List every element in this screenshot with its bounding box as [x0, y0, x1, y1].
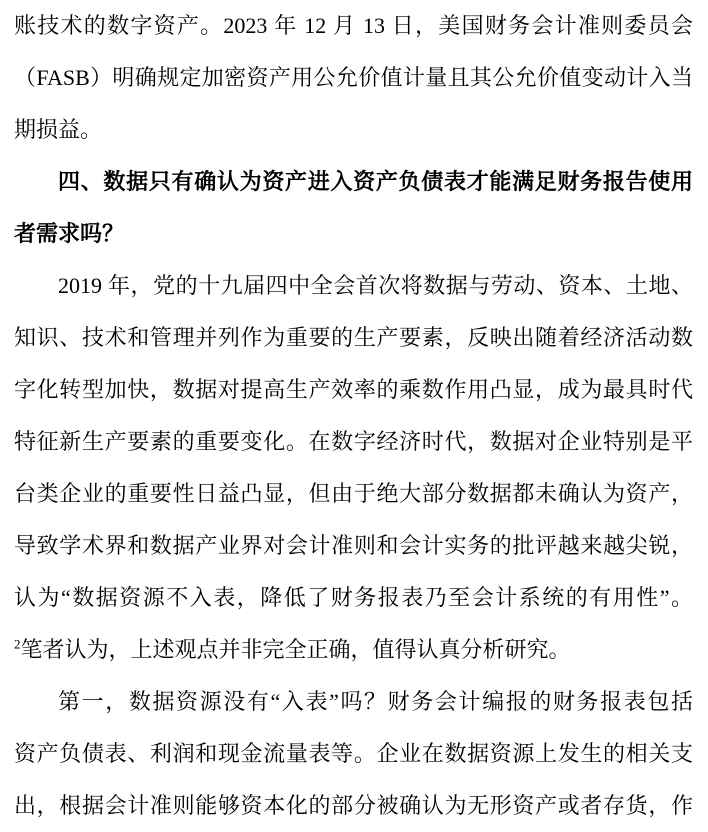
text-line: [14, 520, 693, 572]
text-line: [14, 364, 693, 416]
text-line: [14, 260, 693, 312]
line-text: 资产负债表、利润和现金流量表等。企业在数据资源上发生的相关支: [14, 741, 693, 766]
line-text: 字化转型加快，数据对提高生产效率的乘数作用凸显，成为最具时代: [14, 377, 693, 402]
section-heading-line: [14, 208, 693, 260]
line-text: 四、数据只有确认为资产进入资产负债表才能满足财务报告使用: [58, 169, 693, 194]
text-line: [14, 416, 693, 468]
line-text: 出，根据会计准则能够资本化的部分被确认为无形资产或者存货，作: [14, 793, 693, 818]
text-line: [14, 624, 693, 676]
text-line: [14, 572, 693, 624]
line-text: 认为“数据资源不入表，降低了财务报表乃至会计系统的有用性”。: [14, 585, 693, 610]
text-line: [14, 676, 693, 728]
text-line: [14, 728, 693, 780]
line-text: 第一，数据资源没有“入表”吗？财务会计编报的财务报表包括: [58, 689, 693, 714]
line-text: 账技术的数字资产。2023 年 12 月 13 日，美国财务会计准则委员会: [14, 13, 693, 38]
text-line: [14, 0, 693, 52]
text-content: [14, 0, 693, 832]
text-line: [14, 104, 693, 156]
line-text: 导致学术界和数据产业界对会计准则和会计实务的批评越来越尖锐，: [14, 533, 693, 558]
line-text: 台类企业的重要性日益凸显，但由于绝大部分数据都未确认为资产，: [14, 481, 693, 506]
line-text: 笔者认为，上述观点并非完全正确，值得认真分析研究。: [20, 637, 571, 662]
line-text: 期损益。: [14, 117, 103, 142]
text-line: [14, 780, 693, 832]
text-line: [14, 52, 693, 104]
footnote-reference: 2: [14, 636, 21, 652]
text-line: [14, 468, 693, 520]
line-text: 知识、技术和管理并列作为重要的生产要素，反映出随着经济活动数: [14, 325, 693, 350]
line-text: 特征新生产要素的重要变化。在数字经济时代，数据对企业特别是平: [14, 429, 693, 454]
line-text: 2019 年，党的十九届四中全会首次将数据与劳动、资本、土地、: [58, 273, 693, 298]
line-text: （FASB）明确规定加密资产用公允价值计量且其公允价值变动计入当: [14, 65, 693, 90]
line-text: 者需求吗？: [14, 221, 125, 246]
text-line: [14, 312, 693, 364]
section-heading-line: [14, 156, 693, 208]
